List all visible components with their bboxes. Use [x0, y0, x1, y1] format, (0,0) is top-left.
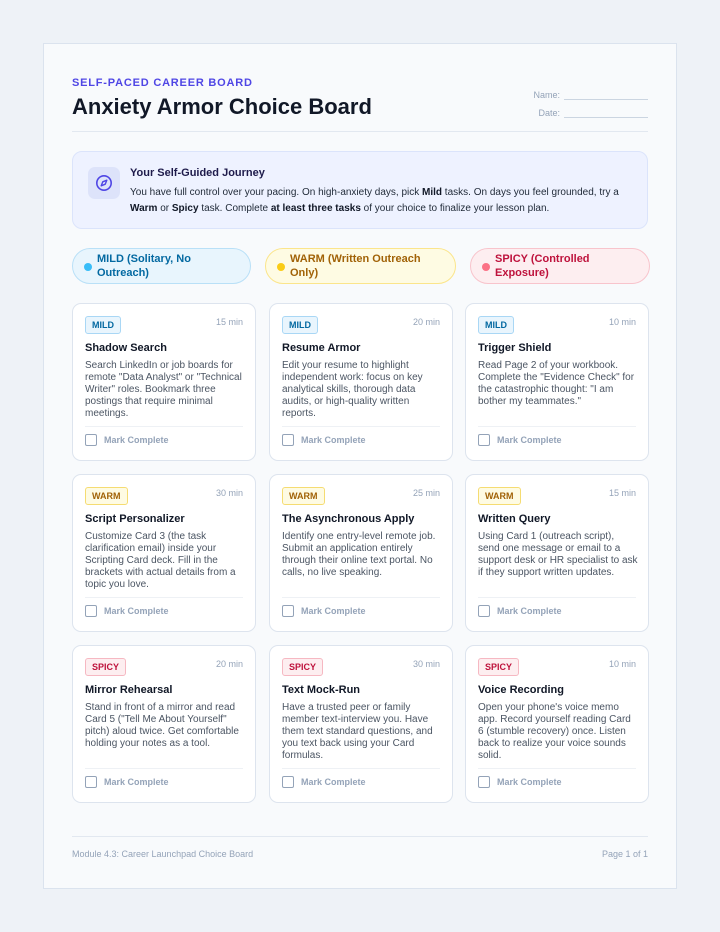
date-label: Date:	[538, 108, 560, 118]
task-title: Script Personalizer	[85, 513, 185, 525]
choice-board-page	[43, 43, 677, 889]
task-description: Customize Card 3 (the task clarification email) inside your Scripting Card deck. Fill in the brackets with actual details from a topic you love.	[85, 531, 236, 590]
task-card	[72, 474, 256, 632]
task-title: Mirror Rehearsal	[85, 684, 173, 696]
duration-label: 10 min	[608, 317, 636, 327]
name-field[interactable]	[528, 82, 648, 100]
date-field[interactable]	[528, 100, 648, 118]
name-date-fields	[528, 82, 648, 118]
level-pill-mild-label: MILD (Solitary, No Outreach)	[97, 253, 191, 279]
level-pill-mild	[72, 248, 251, 284]
duration-label: 30 min	[215, 488, 243, 498]
mark-complete-control[interactable]	[478, 768, 636, 788]
mark-complete-control[interactable]	[282, 768, 440, 788]
page-header	[72, 72, 648, 132]
journey-text: You have full control over your pacing. On high-anxiety days, pick Mild tasks. On days you feel grounded, try a Warm or Spicy task. Complete at least three tasks of your choice to finalize your lesson plan.	[130, 187, 619, 214]
name-line[interactable]	[564, 90, 648, 100]
level-badge: MILD	[478, 316, 514, 334]
mild-dot-icon	[84, 263, 92, 271]
level-pill-spicy	[470, 248, 650, 284]
task-card	[269, 303, 453, 461]
level-pill-warm	[265, 248, 456, 284]
mark-complete-label: Mark Complete	[497, 777, 562, 787]
duration-label: 20 min	[412, 317, 440, 327]
mark-complete-checkbox[interactable]	[85, 605, 97, 617]
level-badge: WARM	[282, 487, 325, 505]
level-badge: SPICY	[282, 658, 323, 676]
task-description: Using Card 1 (outreach script), send one message or email to a support desk or HR specialist to ask if they support written updates.	[478, 531, 638, 578]
task-card	[465, 645, 649, 803]
task-description: Search LinkedIn or job boards for remote "Data Analyst" or "Technical Writer" roles. Bookmark three postings that require minimal meetings.	[85, 360, 242, 419]
mark-complete-label: Mark Complete	[301, 777, 366, 787]
warm-dot-icon	[277, 263, 285, 271]
task-title: Written Query	[478, 513, 551, 525]
task-title: Trigger Shield	[478, 342, 552, 354]
duration-label: 10 min	[608, 659, 636, 669]
task-title: Voice Recording	[478, 684, 564, 696]
mark-complete-control[interactable]	[478, 426, 636, 446]
task-description: Identify one entry-level remote job. Submit an application entirely through their online text portal. No calls, no live speaking.	[282, 531, 436, 578]
mark-complete-checkbox[interactable]	[282, 776, 294, 788]
mark-complete-label: Mark Complete	[301, 606, 366, 616]
mark-complete-checkbox[interactable]	[282, 605, 294, 617]
duration-label: 15 min	[215, 317, 243, 327]
compass-icon	[88, 167, 120, 199]
mark-complete-checkbox[interactable]	[478, 605, 490, 617]
mark-complete-label: Mark Complete	[104, 777, 169, 787]
mark-complete-checkbox[interactable]	[85, 434, 97, 446]
mark-complete-checkbox[interactable]	[282, 434, 294, 446]
duration-label: 30 min	[412, 659, 440, 669]
duration-label: 25 min	[412, 488, 440, 498]
task-description: Edit your resume to highlight independent work: focus on key analytical skills, thorough data audits, or high-quality written reports.	[282, 360, 423, 419]
task-title: Resume Armor	[282, 342, 361, 354]
mark-complete-label: Mark Complete	[497, 435, 562, 445]
level-badge: MILD	[282, 316, 318, 334]
journey-callout	[72, 151, 648, 229]
task-description: Open your phone's voice memo app. Record yourself reading Card 6 (stumble recovery) once. Listen back to realize your voice sounds solid.	[478, 702, 631, 761]
mark-complete-control[interactable]	[282, 426, 440, 446]
mark-complete-checkbox[interactable]	[85, 776, 97, 788]
task-description: Read Page 2 of your workbook. Complete the "Evidence Check" for the catastrophic thought: "I am bother my teammates."	[478, 360, 635, 407]
mark-complete-control[interactable]	[85, 768, 243, 788]
level-badge: SPICY	[85, 658, 126, 676]
date-line[interactable]	[564, 108, 648, 118]
task-description: Have a trusted peer or family member text-interview you. Have them text standard questions, and you text back using your Card formulas.	[282, 702, 433, 761]
task-card	[269, 645, 453, 803]
mark-complete-control[interactable]	[85, 426, 243, 446]
mark-complete-label: Mark Complete	[104, 606, 169, 616]
task-title: Shadow Search	[85, 342, 167, 354]
journey-title: Your Self-Guided Journey	[130, 167, 265, 179]
name-label: Name:	[533, 90, 560, 100]
spicy-dot-icon	[482, 263, 490, 271]
mark-complete-control[interactable]	[478, 597, 636, 617]
page-title: Anxiety Armor Choice Board	[72, 94, 372, 119]
level-badge: SPICY	[478, 658, 519, 676]
mark-complete-label: Mark Complete	[497, 606, 562, 616]
task-card	[269, 474, 453, 632]
task-description: Stand in front of a mirror and read Card 5 ("Tell Me About Yourself" pitch) aloud twice. Get comfortable holding your notes as a tool.	[85, 702, 239, 749]
level-badge: MILD	[85, 316, 121, 334]
level-badge: WARM	[85, 487, 128, 505]
mark-complete-label: Mark Complete	[301, 435, 366, 445]
task-card	[72, 303, 256, 461]
mark-complete-checkbox[interactable]	[478, 434, 490, 446]
task-card	[72, 645, 256, 803]
level-badge: WARM	[478, 487, 521, 505]
page-number: Page 1 of 1	[601, 849, 648, 859]
task-card	[465, 474, 649, 632]
mark-complete-control[interactable]	[282, 597, 440, 617]
module-label: Module 4.3: Career Launchpad Choice Board	[72, 849, 254, 859]
page-footer	[72, 836, 648, 859]
task-title: The Asynchronous Apply	[282, 513, 415, 525]
duration-label: 20 min	[215, 659, 243, 669]
page-kicker: SELF-PACED CAREER BOARD	[72, 77, 253, 89]
mark-complete-control[interactable]	[85, 597, 243, 617]
duration-label: 15 min	[608, 488, 636, 498]
task-card	[465, 303, 649, 461]
mark-complete-label: Mark Complete	[104, 435, 169, 445]
level-pill-warm-label: WARM (Written Outreach Only)	[290, 253, 421, 279]
level-pill-spicy-label: SPICY (Controlled Exposure)	[495, 253, 590, 279]
task-title: Text Mock-Run	[282, 684, 361, 696]
mark-complete-checkbox[interactable]	[478, 776, 490, 788]
